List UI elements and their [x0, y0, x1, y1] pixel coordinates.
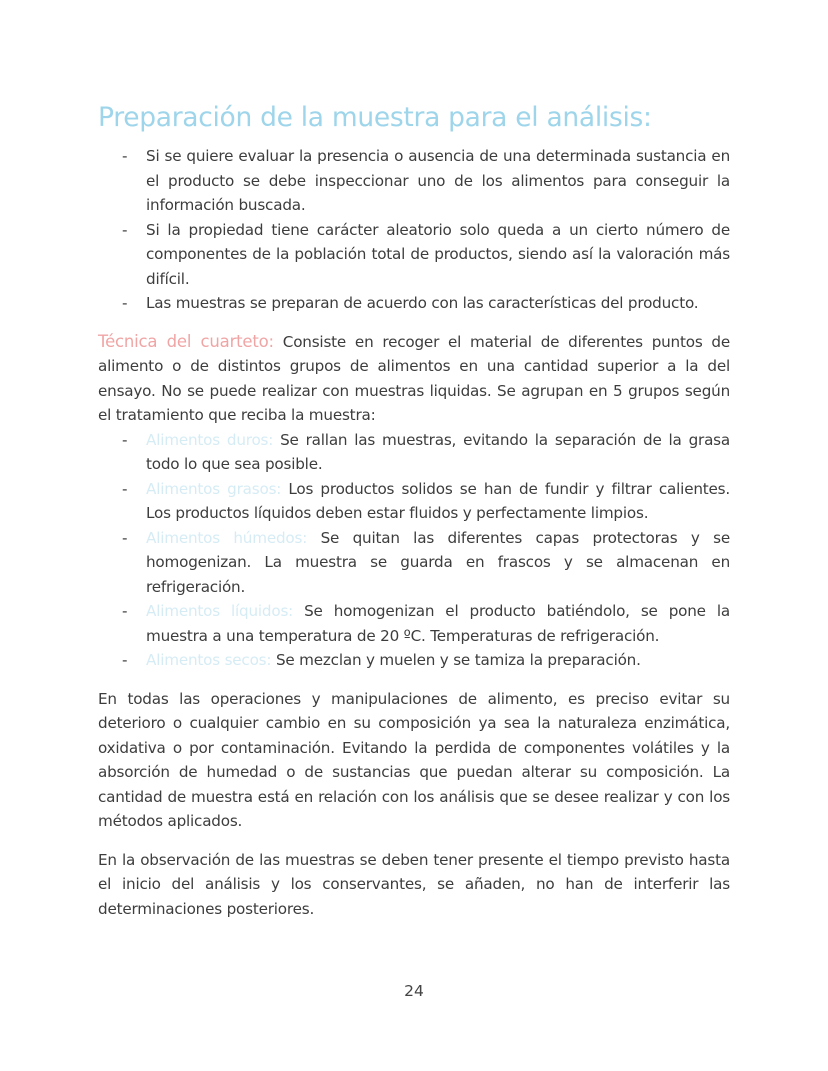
operations-paragraph: En todas las operaciones y manipulaciones de alimento, es preciso evitar su deterioro o cualquier cambio en su composición ya sea la naturaleza enzimática, oxidativa o por contaminación. Evitando la perdida de componentes volátiles y la absorción de humedad o de sustancias que puedan alterar su composición. La cantidad de muestra está en relación con los análisis que se desee realizar y con los métodos aplicados.	[98, 689, 730, 830]
section-title: Preparación de la muestra para el análisis:	[98, 102, 652, 133]
preparation-list	[98, 144, 730, 316]
observation-paragraph: En la observación de las muestras se deben tener presente el tiempo previsto hasta el inicio del análisis y los conservantes, se añaden, no han de interferir las determinaciones posteriores.	[98, 850, 730, 918]
list-item	[98, 526, 730, 600]
food-group-term: Alimentos secos:	[146, 651, 272, 669]
food-group-text: Se rallan las muestras, evitando la separación de la grasa todo lo que sea posible.	[146, 430, 730, 473]
food-group-term: Alimentos grasos:	[146, 479, 282, 498]
list-item	[98, 428, 730, 477]
cuarteto-text: Consiste en recoger el material de diferentes puntos de alimento o de distintos grupos de alimentos en una cantidad superior a la del ensayo. No se puede realizar con muestras liquidas. Se agrupan en 5 grupos según el tratamiento que reciba la muestra:	[98, 332, 731, 424]
list-item	[98, 648, 730, 673]
cuarteto-term: Técnica del cuarteto:	[98, 331, 274, 351]
list-item: - Si la propiedad tiene carácter aleatorio solo queda a un cierto número de componentes de la población total de productos, siendo así la valoración más difícil.	[98, 218, 730, 292]
page-content	[98, 98, 730, 921]
list-item: - Las muestras se preparan de acuerdo con las características del producto.	[98, 291, 730, 316]
list-item	[98, 599, 730, 648]
list-item	[98, 477, 730, 526]
food-group-term: Alimentos húmedos:	[146, 528, 308, 547]
cuarteto-paragraph	[98, 330, 730, 428]
food-group-text: Se mezclan y muelen y se tamiza la preparación.	[271, 651, 641, 669]
food-groups-list	[98, 428, 730, 673]
food-group-text: Los productos solidos se han de fundir y filtrar calientes. Los productos líquidos deben estar fluidos y perfectamente limpios.	[146, 479, 730, 522]
list-item: - Si se quiere evaluar la presencia o ausencia de una determinada sustancia en el producto se debe inspeccionar uno de los alimentos para conseguir la información buscada.	[98, 144, 730, 218]
food-group-term: Alimentos líquidos:	[146, 602, 294, 620]
food-group-term: Alimentos duros:	[146, 430, 274, 449]
page-number: 24	[404, 982, 424, 1000]
food-group-text: Se homogenizan el producto batiéndolo, se pone la muestra a una temperatura de 20 ºC. Temperaturas de refrigeración.	[146, 602, 730, 645]
food-group-text: Se quitan las diferentes capas protectoras y se homogenizan. La muestra se guarda en frascos y se almacenan en refrigeración.	[146, 528, 730, 596]
